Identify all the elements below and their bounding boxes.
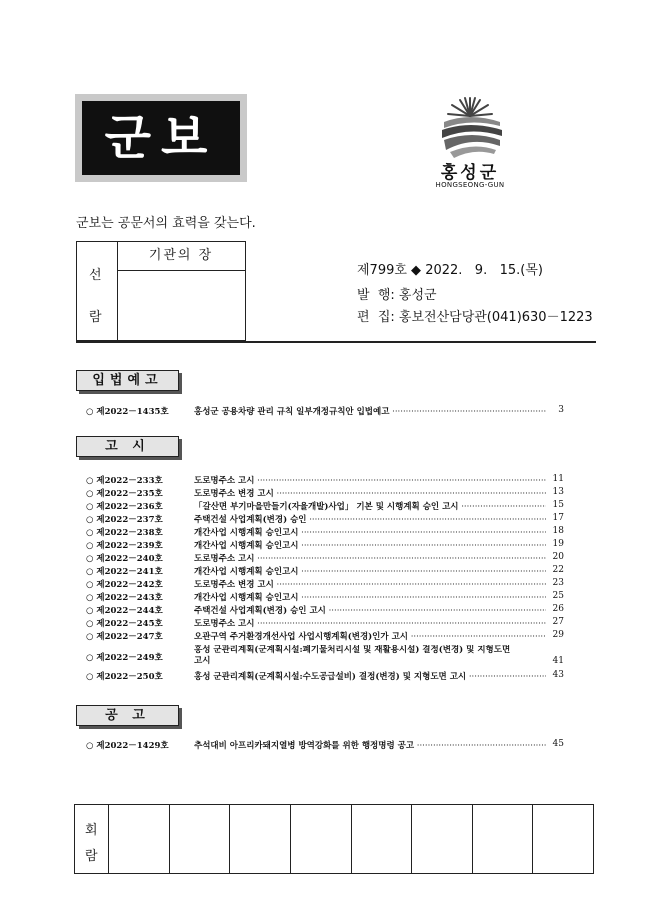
review-label-column: [77, 242, 118, 340]
entry-page: 45: [552, 739, 564, 749]
divider: [76, 341, 596, 343]
logo-roman-text: HONGSEONG-GUN: [435, 181, 505, 189]
entry-number: ○ 제2022－236호: [86, 502, 163, 512]
entry-page: 22: [552, 565, 564, 575]
entry-number: ○ 제2022－242호: [86, 580, 163, 590]
entry-number: ○ 제2022－249호: [86, 653, 163, 663]
entry-number: ○ 제2022－247호: [86, 632, 163, 642]
editor-value: 홍보전산담당관(041)630－1223: [398, 310, 593, 325]
entry-page: 43: [552, 670, 564, 680]
entry-title: 도로명주소 고시 ·····: [194, 617, 546, 629]
entry-title: 개간사업 시행계획 승인고시 ·····: [194, 526, 546, 538]
list-item[interactable]: [86, 645, 576, 669]
entry-number: ○ 제2022－237호: [86, 515, 163, 525]
entry-title: 개간사업 시행계획 승인고시 ·····: [194, 591, 546, 603]
entry-title: 개간사업 시행계획 승인고시 ·····: [194, 539, 546, 551]
entry-number: ○ 제2022－244호: [86, 606, 163, 616]
review-label-1: 선: [89, 268, 102, 283]
entry-title: 도로명주소 고시 ·····: [194, 474, 546, 486]
entry-page: 29: [552, 630, 564, 640]
entry-page: 3: [558, 405, 564, 415]
signature-cell: [291, 805, 352, 873]
entry-title: 오관구역 주거환경개선사업 사업시행계획(변경)인가 고시 ·····: [194, 630, 546, 642]
circulation-label-2: 람: [85, 849, 98, 864]
entry-page: 19: [552, 539, 564, 549]
entry-number: ○ 제2022－243호: [86, 593, 163, 603]
entry-title: 개간사업 시행계획 승인고시 ·····: [194, 565, 546, 577]
entry-number: ○ 제2022－241호: [86, 567, 163, 577]
entry-title: 홍성 군관리계획(군계획시설:폐기물처리시설 및 재활용시설) 결정(변경) 및 지형도면 고시: [194, 645, 511, 666]
circulation-label: [75, 805, 109, 873]
section-header-announcement: 고 시: [76, 436, 179, 457]
review-label-2: 람: [89, 310, 102, 325]
signature-cell: [230, 805, 291, 873]
signature-cell: [533, 805, 593, 873]
legal-notice: 군보는 공문서의 효력을 갖는다.: [76, 216, 256, 231]
entry-page: 18: [552, 526, 564, 536]
entry-number: ○ 제2022－250호: [86, 672, 163, 682]
entry-number: ○ 제2022－235호: [86, 489, 163, 499]
editor-label: 편 집:: [357, 310, 395, 325]
entry-title: 주택건설 사업계획(변경) 승인 ·····: [194, 513, 546, 525]
publisher-label: 발 행:: [357, 288, 395, 303]
review-header: 기관의 장: [117, 242, 245, 271]
entry-number: ○ 제2022－245호: [86, 619, 163, 629]
signature-cell: [352, 805, 413, 873]
entry-page: 25: [552, 591, 564, 601]
entry-page: 23: [552, 578, 564, 588]
entry-number: ○ 제2022－233호: [86, 476, 163, 486]
section-header-legislative-notice: 입법예고: [76, 370, 179, 391]
entry-title: 추석대비 아프리카돼지열병 방역강화를 위한 행정명령 공고 ·····: [194, 739, 546, 751]
entry-number: ○ 제2022－238호: [86, 528, 163, 538]
signature-cell: [412, 805, 473, 873]
entry-page: 11: [552, 474, 564, 484]
section-header-public-notice: 공 고: [76, 705, 179, 726]
entry-title: 「갈산면 부기마을만들기(자율개발)사업」 기본 및 시행계획 승인 고시 ·····: [194, 500, 546, 512]
entry-page: 41: [552, 656, 564, 666]
circulation-label-1: 회: [85, 823, 98, 838]
entry-number: ○ 제2022－240호: [86, 554, 163, 564]
entry-page: 15: [552, 500, 564, 510]
signature-cell: [109, 805, 170, 873]
entry-title: 도로명주소 변경 고시 ·····: [194, 487, 546, 499]
review-box: [76, 241, 246, 341]
entry-title: 홍성 군관리계획(군계획시설:수도공급설비) 결정(변경) 및 지형도면 고시 ·····: [194, 670, 546, 682]
entry-title: 홍성군 공용차량 관리 규칙 일부개정규칙안 입법예고 ·····: [194, 405, 546, 417]
entry-number: ○ 제2022－1429호: [86, 741, 169, 751]
page-title: 군보: [82, 101, 240, 175]
signature-cell: [170, 805, 231, 873]
editor-line: [357, 306, 593, 325]
issue-number-date: 제799호 ◆ 2022. 9. 15.(목): [357, 263, 543, 278]
publisher-value: 홍성군: [398, 288, 437, 303]
circulation-table: [74, 804, 594, 874]
entry-title: 도로명주소 변경 고시 ·····: [194, 578, 546, 590]
entry-page: 13: [552, 487, 564, 497]
logo-wordmark: 홍성군: [440, 163, 500, 183]
entry-title: 주택건설 사업계획(변경) 승인 고시 ·····: [194, 604, 546, 616]
entry-page: 17: [552, 513, 564, 523]
signature-cell: [473, 805, 534, 873]
entry-page: 20: [552, 552, 564, 562]
entry-number: ○ 제2022－239호: [86, 541, 163, 551]
entry-title: 도로명주소 고시 ·····: [194, 552, 546, 564]
publisher-line: [357, 284, 437, 303]
entry-number: ○ 제2022－1435호: [86, 407, 169, 417]
entry-page: 27: [552, 617, 564, 627]
entry-page: 26: [552, 604, 564, 614]
